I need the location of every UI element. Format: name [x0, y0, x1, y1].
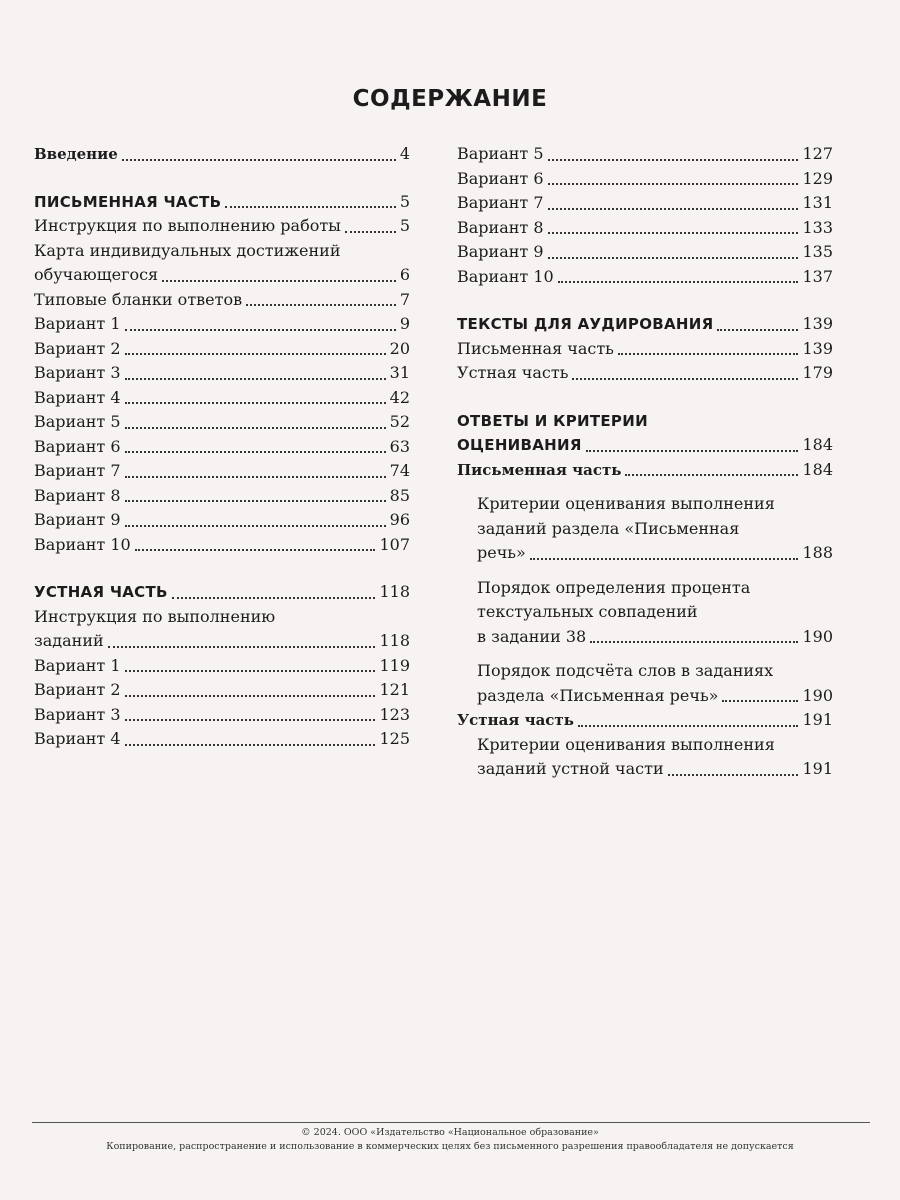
toc-entry-page: 5 — [399, 216, 410, 235]
dot-leader — [125, 451, 386, 453]
toc-entry-variant[interactable] — [34, 508, 410, 533]
toc-entry-title: Вариант 3 — [34, 363, 121, 382]
dot-leader — [586, 450, 799, 452]
toc-entry-instruction[interactable] — [34, 214, 410, 239]
toc-entry-title: в задании 38 — [477, 626, 587, 646]
toc-entry-page: 179 — [802, 363, 833, 382]
toc-entry-oral-instruction-line1[interactable]: Инструкция по выполнению — [34, 606, 276, 626]
toc-entry-title: Вариант 6 — [457, 168, 544, 188]
toc-subsection-written[interactable] — [457, 458, 833, 483]
toc-entry-variant[interactable] — [34, 459, 410, 484]
toc-section-written[interactable] — [34, 190, 410, 215]
toc-entry-page: 119 — [379, 655, 410, 675]
toc-entry-oral-variant[interactable] — [34, 703, 410, 728]
dot-leader — [108, 646, 376, 648]
dot-leader — [125, 525, 386, 527]
toc-entry-oral-instruction[interactable] — [34, 629, 410, 654]
dot-leader — [125, 719, 376, 721]
dot-leader — [246, 304, 396, 306]
toc-section-title: ОЦЕНИВАНИЯ — [457, 436, 582, 454]
toc-entry-page: 96 — [389, 510, 410, 529]
dot-leader — [625, 474, 798, 476]
dot-leader — [125, 476, 386, 478]
toc-section-answers[interactable] — [457, 433, 833, 458]
toc-section-title: УСТНАЯ ЧАСТЬ — [34, 583, 168, 601]
toc-entry-criteria-oral[interactable] — [457, 733, 833, 782]
footer-divider — [32, 1122, 870, 1123]
toc-entry-oral-variant[interactable] — [34, 678, 410, 703]
toc-entry-title: Вариант 2 — [34, 680, 121, 699]
toc-entry-forms[interactable] — [34, 288, 410, 313]
toc-left-column — [34, 142, 410, 752]
toc-entry-page: 127 — [802, 144, 833, 163]
toc-entry-oral-variant[interactable] — [34, 654, 410, 679]
toc-entry-page: 63 — [389, 436, 410, 456]
toc-entry-title: Типовые бланки ответов — [34, 289, 243, 309]
dot-leader — [125, 329, 396, 331]
dot-leader — [548, 159, 799, 161]
toc-entry-page: 139 — [802, 314, 833, 333]
toc-entry-page: 135 — [802, 242, 833, 261]
toc-entry-title: речь» — [477, 543, 526, 562]
toc-entry-title: Инструкция по выполнению работы — [34, 216, 341, 235]
toc-entry-title: Вариант 5 — [34, 412, 121, 431]
toc-entry-page: 188 — [802, 543, 833, 562]
dot-leader — [125, 353, 386, 355]
toc-entry-page: 118 — [379, 631, 410, 650]
toc-entry-title: Вариант 9 — [34, 510, 121, 529]
toc-entry-variant[interactable] — [34, 410, 410, 435]
toc-entry-title: Вариант 1 — [34, 314, 121, 333]
toc-entry-line: заданий раздела «Письменная — [477, 518, 740, 538]
toc-entry-page: 131 — [802, 193, 833, 212]
toc-entry-page: 139 — [802, 338, 833, 358]
toc-entry-page: 85 — [389, 485, 410, 505]
toc-entry-page: 133 — [802, 217, 833, 237]
toc-section-answers-line1[interactable]: ОТВЕТЫ И КРИТЕРИИ — [457, 411, 648, 430]
toc-right-column — [457, 142, 833, 782]
toc-entry-page: 191 — [802, 759, 833, 778]
toc-entry-page: 190 — [802, 626, 833, 646]
page-title: СОДЕРЖАНИЕ — [352, 86, 548, 112]
dot-leader — [722, 700, 798, 702]
toc-entry-title: заданий устной части — [477, 759, 664, 778]
toc-subsection-oral[interactable] — [457, 708, 833, 733]
dot-leader — [122, 159, 396, 161]
dot-leader — [572, 378, 798, 380]
toc-entry-title: Вариант 6 — [34, 436, 121, 456]
toc-entry-page: 52 — [389, 412, 410, 431]
toc-entry-line: Порядок определения процента — [477, 577, 751, 597]
toc-entry-title: Вариант 2 — [34, 338, 121, 358]
dot-leader — [548, 232, 799, 234]
toc-entry-title: Письменная часть — [457, 338, 614, 358]
dot-leader — [345, 231, 396, 233]
dot-leader — [125, 695, 376, 697]
toc-entry-page: 9 — [399, 314, 410, 333]
toc-entry-oral-variant[interactable] — [457, 216, 833, 241]
toc-entry-page: 4 — [399, 144, 410, 163]
toc-entry-intro[interactable] — [34, 142, 410, 167]
toc-entry-page: 118 — [379, 582, 410, 601]
toc-entry-page: 184 — [802, 459, 833, 479]
dot-leader — [590, 641, 798, 643]
toc-entry-title: заданий — [34, 631, 104, 650]
toc-entry-page: 190 — [802, 685, 833, 705]
toc-entry-page: 184 — [802, 435, 833, 454]
toc-entry-variant[interactable] — [34, 435, 410, 460]
toc-entry-audio-written[interactable] — [457, 337, 833, 362]
toc-entry-word-count[interactable] — [457, 659, 833, 708]
toc-entry-title: Вариант 10 — [457, 266, 554, 286]
footer-notice: Копирование, распространение и использование в коммерческих целях без письменного разрешения правообладателя не допускается — [106, 1141, 794, 1152]
dot-leader — [548, 183, 799, 185]
toc-entry-variant[interactable] — [34, 361, 410, 386]
toc-entry-title: Вариант 7 — [457, 193, 544, 212]
toc-entry-page: 107 — [379, 534, 410, 554]
toc-entry-title: обучающегося — [34, 265, 159, 284]
toc-entry-page: 191 — [802, 710, 833, 729]
toc-entry-page: 123 — [379, 704, 410, 724]
toc-entry-page: 5 — [399, 191, 410, 211]
dot-leader — [125, 378, 386, 380]
toc-entry-variant[interactable] — [34, 533, 410, 558]
dot-leader — [548, 257, 799, 259]
toc-entry-title: Вариант 3 — [34, 704, 121, 724]
toc-entry-page: 74 — [389, 461, 410, 480]
toc-entry-criteria-written[interactable] — [457, 492, 833, 566]
toc-entry-title: Вариант 8 — [457, 217, 544, 237]
toc-entry-map[interactable] — [34, 263, 410, 288]
dot-leader — [125, 500, 386, 502]
toc-entry-title: Вариант 1 — [34, 655, 121, 675]
toc-entry-page: 137 — [802, 266, 833, 286]
toc-entry-title: Вариант 4 — [34, 387, 121, 407]
toc-entry-oral-variant[interactable] — [457, 167, 833, 192]
dot-leader — [162, 280, 396, 282]
toc-entry-oral-variant[interactable] — [457, 240, 833, 265]
toc-entry-map-line1[interactable]: Карта индивидуальных достижений — [34, 240, 341, 260]
toc-entry-title: Вариант 9 — [457, 242, 544, 261]
toc-entry-line: Критерии оценивания выполнения — [477, 494, 775, 513]
dot-leader — [172, 597, 376, 599]
toc-entry-title: Вариант 4 — [34, 729, 121, 748]
toc-entry-variant[interactable] — [34, 312, 410, 337]
dot-leader — [618, 353, 799, 355]
toc-entry-title: Вариант 10 — [34, 534, 131, 554]
toc-entry-page: 42 — [389, 387, 410, 407]
toc-entry-variant[interactable] — [34, 386, 410, 411]
toc-entry-oral-variant[interactable] — [34, 727, 410, 752]
dot-leader — [225, 206, 395, 208]
toc-entry-oral-variant[interactable] — [457, 142, 833, 167]
toc-entry-page: 20 — [389, 338, 410, 358]
toc-section-title: ТЕКСТЫ ДЛЯ АУДИРОВАНИЯ — [457, 315, 714, 333]
toc-entry-page: 125 — [379, 729, 410, 748]
toc-section-title: ПИСЬМЕННАЯ ЧАСТЬ — [34, 192, 222, 211]
toc-entry-page: 121 — [379, 680, 410, 699]
toc-entry-variant[interactable] — [34, 337, 410, 362]
dot-leader — [135, 549, 376, 551]
dot-leader — [530, 558, 799, 560]
toc-entry-title: Устная часть — [457, 711, 574, 729]
toc-entry-page: 31 — [389, 363, 410, 382]
toc-entry-oral-variant[interactable] — [457, 191, 833, 216]
toc-entry-title: Устная часть — [457, 363, 569, 382]
toc-entry-title: Вариант 8 — [34, 485, 121, 505]
toc-entry-title: Вариант 5 — [457, 144, 544, 163]
dot-leader — [578, 725, 799, 727]
toc-entry-audio-oral[interactable] — [457, 361, 833, 386]
footer-copyright: © 2024. ООО «Издательство «Национальное образование» — [301, 1127, 599, 1138]
dot-leader — [548, 208, 799, 210]
toc-section-audio[interactable] — [457, 312, 833, 337]
dot-leader — [125, 402, 386, 404]
dot-leader — [717, 329, 798, 331]
toc-entry-title: Вариант 7 — [34, 461, 121, 480]
toc-entry-variant[interactable] — [34, 484, 410, 509]
toc-entry-title: Введение — [34, 145, 118, 163]
toc-entry-page: 129 — [802, 168, 833, 188]
toc-entry-title: раздела «Письменная речь» — [477, 685, 719, 705]
toc-entry-oral-variant[interactable] — [457, 265, 833, 290]
dot-leader — [125, 427, 386, 429]
toc-section-oral[interactable] — [34, 580, 410, 605]
toc-entry-line: Порядок подсчёта слов в заданиях — [477, 661, 774, 680]
toc-entry-line: текстуальных совпадений — [477, 602, 698, 621]
toc-entry-page: 7 — [399, 289, 410, 309]
dot-leader — [558, 281, 799, 283]
dot-leader — [668, 774, 799, 776]
toc-entry-page: 6 — [399, 265, 410, 284]
toc-entry-percent[interactable] — [457, 576, 833, 650]
toc-entry-title: Письменная часть — [457, 460, 622, 479]
dot-leader — [125, 670, 376, 672]
dot-leader — [125, 744, 376, 746]
toc-entry-line: Критерии оценивания выполнения — [477, 734, 775, 754]
